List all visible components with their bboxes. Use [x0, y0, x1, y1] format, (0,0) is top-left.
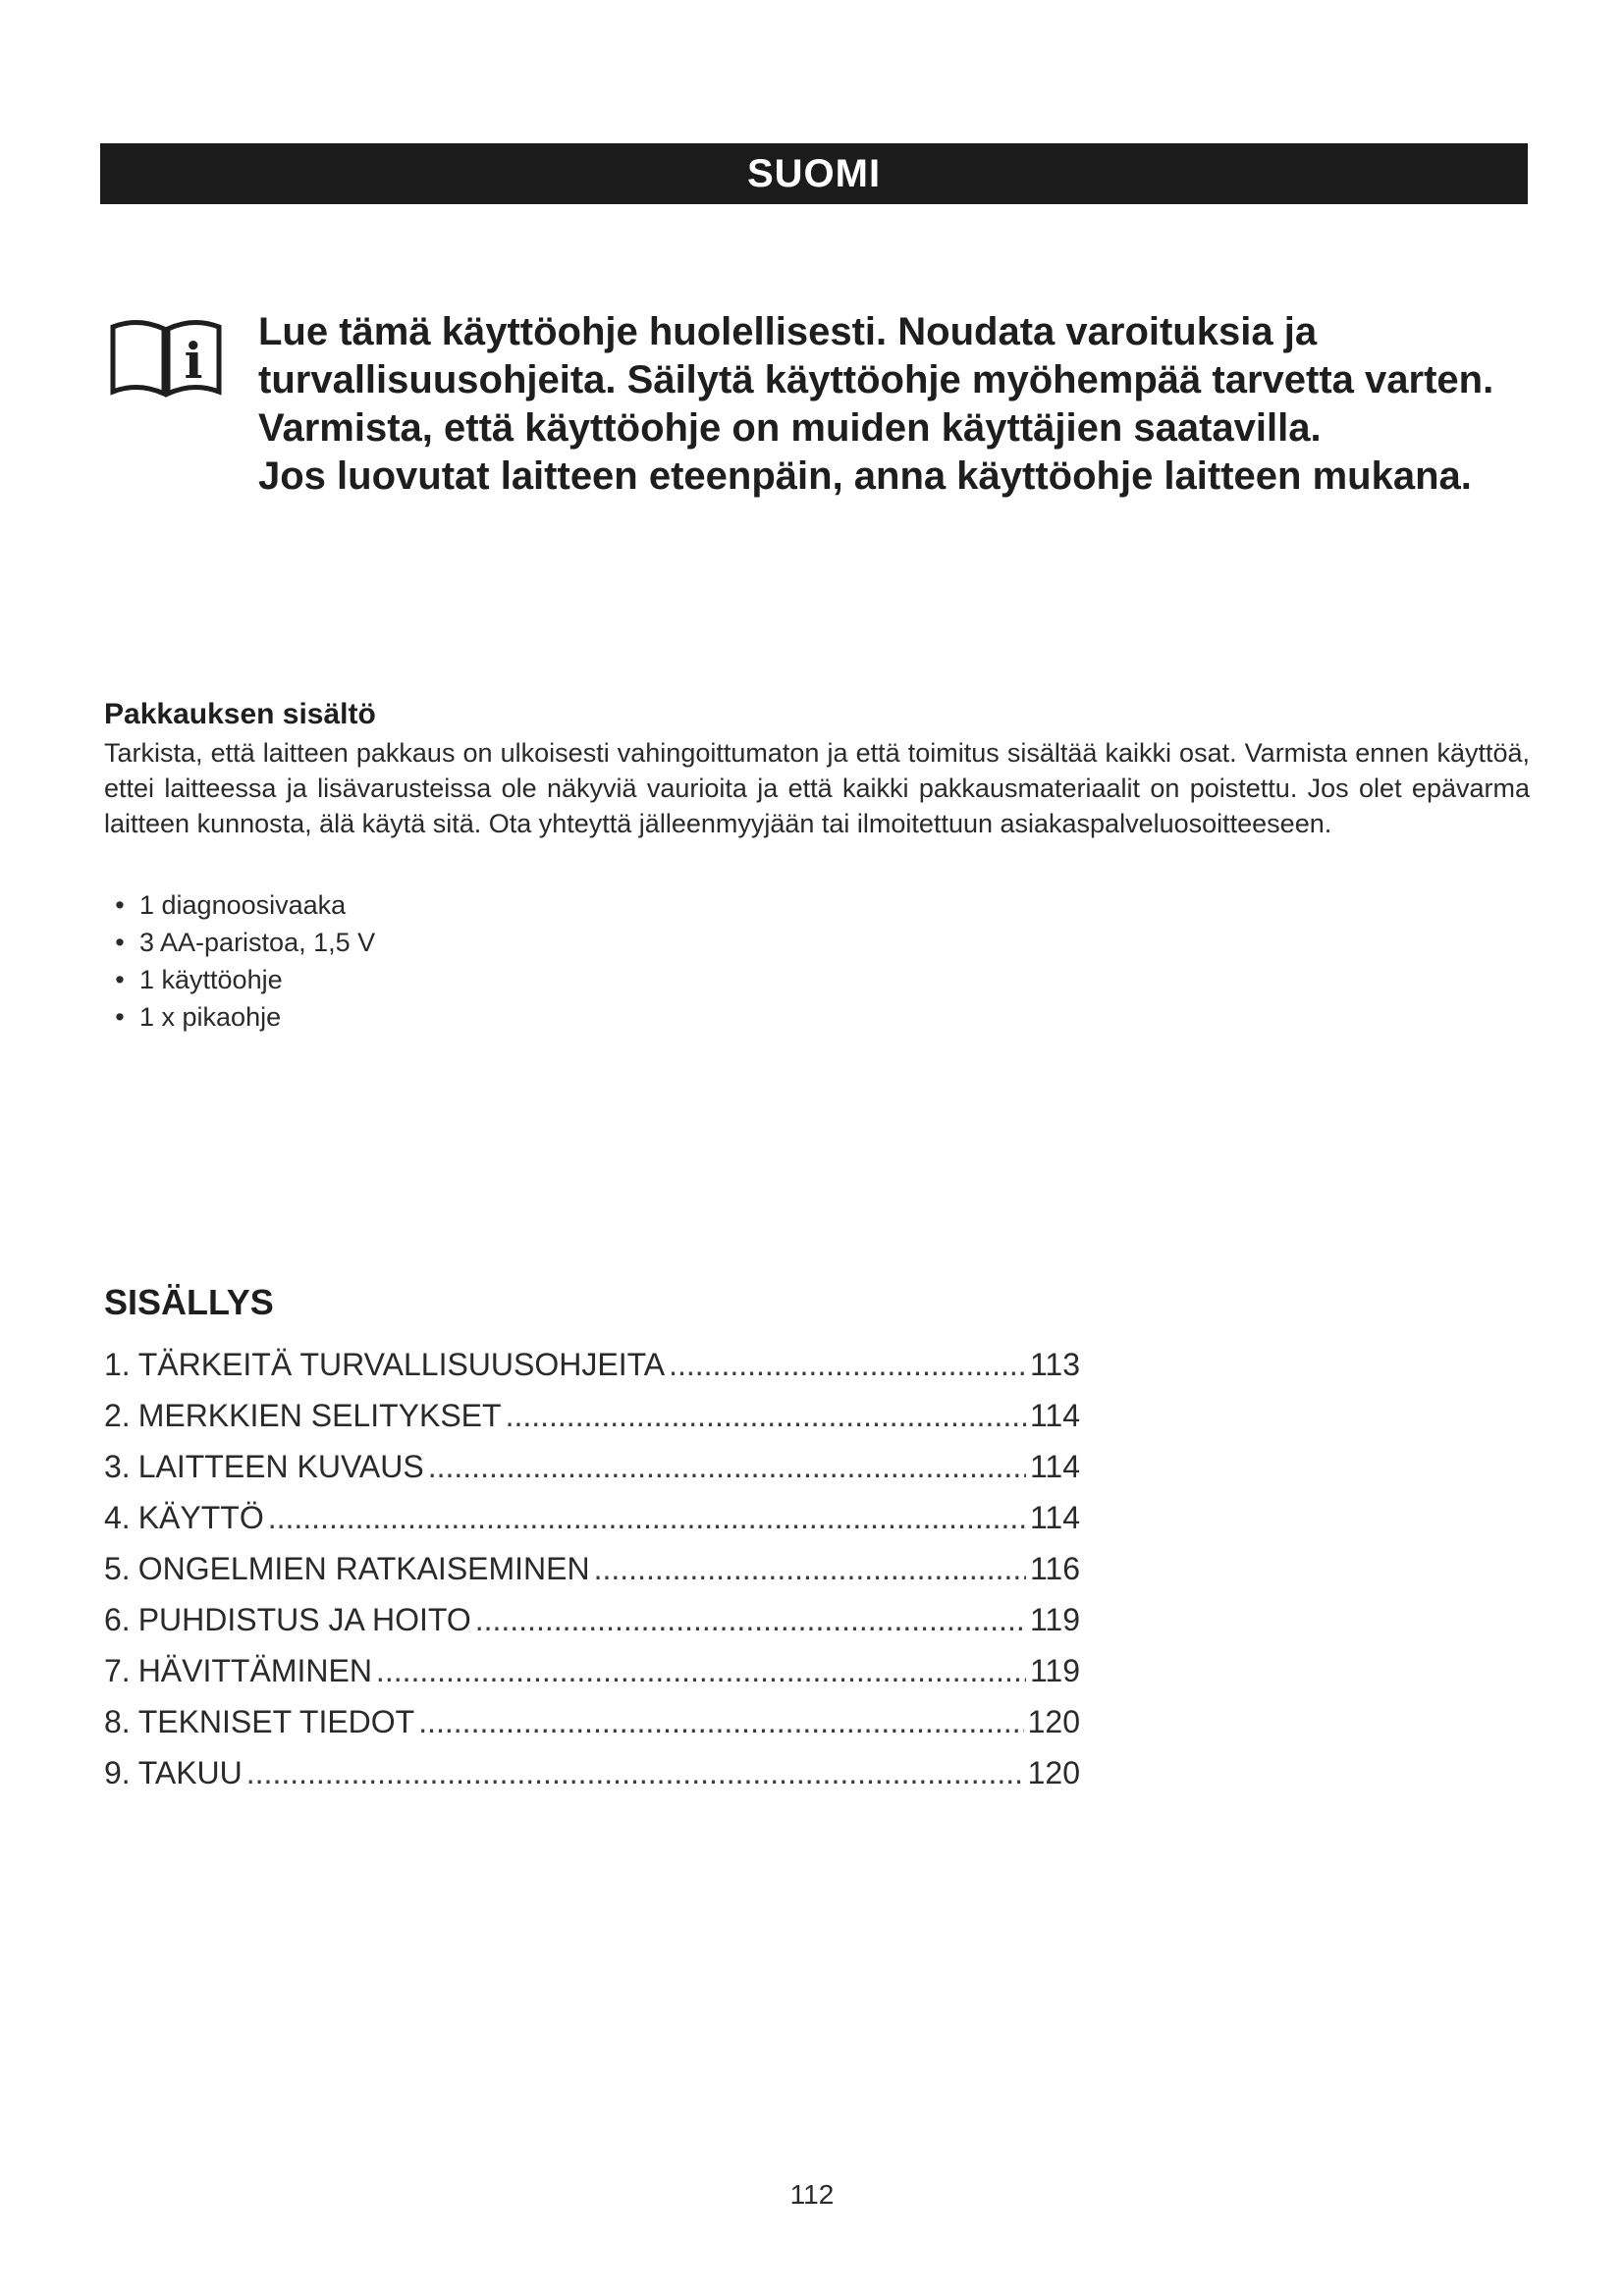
toc-label: ONGELMIEN RATKAISEMINEN [137, 1551, 590, 1586]
toc-label: LAITTEEN KUVAUS [137, 1449, 424, 1484]
toc-leader [246, 1755, 1024, 1791]
list-item [104, 998, 375, 1036]
toc-title: SISÄLLYS [104, 1282, 274, 1322]
item-label: 3 AA-paristoa, 1,5 V [139, 928, 376, 957]
toc-number: 2. [104, 1398, 131, 1433]
toc-leader [475, 1602, 1026, 1638]
notice-line: Lue tämä käyttöohje huolellisesti. Noudata varoituksia ja [258, 310, 1318, 353]
toc-leader [669, 1347, 1026, 1383]
toc-label: HÄVITTÄMINEN [137, 1653, 372, 1688]
toc-entry[interactable] [104, 1398, 1080, 1449]
toc-number: 3. [104, 1449, 131, 1484]
toc-page: 113 [1029, 1347, 1080, 1382]
toc-entry[interactable] [104, 1347, 1080, 1398]
toc-page: 114 [1029, 1449, 1080, 1484]
item-label: 1 x pikaohje [139, 1002, 282, 1032]
toc-entry[interactable] [104, 1449, 1080, 1500]
toc-label: PUHDISTUS JA HOITO [137, 1602, 471, 1637]
toc-label: KÄYTTÖ [137, 1500, 264, 1535]
toc-leader [268, 1500, 1026, 1536]
safety-notice [258, 308, 1564, 501]
info-glyph: i [184, 332, 203, 390]
notice-line: Varmista, että käyttöohje on muiden käyttäjien saatavilla. [258, 406, 1322, 450]
toc-label: TAKUU [137, 1755, 243, 1790]
bullet-icon: • [115, 928, 125, 957]
toc-leader [376, 1653, 1026, 1689]
toc-leader [594, 1551, 1026, 1587]
toc-leader [418, 1704, 1023, 1740]
page-number: 112 [789, 2179, 835, 2210]
toc-entry[interactable] [104, 1653, 1080, 1704]
toc-number: 5. [104, 1551, 131, 1586]
toc-label: TÄRKEITÄ TURVALLISUUSOHJEITA [137, 1347, 666, 1382]
toc-page: 120 [1027, 1755, 1080, 1790]
toc-number: 8. [104, 1704, 131, 1739]
toc-number: 1. [104, 1347, 131, 1382]
bullet-icon: • [115, 965, 125, 994]
item-label: 1 käyttöohje [139, 965, 283, 994]
package-items-list [104, 886, 375, 1036]
toc-entry[interactable] [104, 1551, 1080, 1602]
list-item [104, 924, 375, 961]
toc-page: 120 [1027, 1704, 1080, 1739]
toc-number: 4. [104, 1500, 131, 1535]
list-item [104, 961, 375, 998]
toc-page: 114 [1029, 1500, 1080, 1535]
info-book-icon [109, 317, 223, 400]
toc-leader [428, 1449, 1026, 1485]
toc-label: TEKNISET TIEDOT [137, 1704, 415, 1739]
language-header: SUOMI [100, 143, 1528, 204]
toc-number: 6. [104, 1602, 131, 1637]
bullet-icon: • [115, 890, 125, 920]
table-of-contents [104, 1347, 1080, 1806]
toc-page: 119 [1029, 1653, 1080, 1688]
toc-number: 7. [104, 1653, 131, 1688]
item-label: 1 diagnoosivaaka [139, 890, 347, 920]
list-item [104, 886, 375, 924]
bullet-icon: • [115, 1002, 125, 1032]
toc-page: 114 [1029, 1398, 1080, 1433]
toc-label: MERKKIEN SELITYKSET [137, 1398, 502, 1433]
toc-entry[interactable] [104, 1602, 1080, 1653]
toc-entry[interactable] [104, 1500, 1080, 1551]
toc-entry[interactable] [104, 1704, 1080, 1755]
package-contents-text: Tarkista, että laitteen pakkaus on ulkoisesti vahingoittumaton ja että toimitus sisältää kaikki osat. Varmista ennen käyttöä, ettei laitteessa ja lisävarusteissa ole näkyviä vaurioita ja että kaikki pakkausmateriaalit on poistettu. Jos olet epävarma laitteen kunnosta, älä käytä sitä. Ota yhteyttä jälleenmyyjään tai ilmoitettuun asiakaspalveluosoitteeseen. [104, 738, 1530, 838]
package-contents-title: Pakkauksen sisältö [104, 698, 376, 730]
toc-entry[interactable] [104, 1755, 1080, 1806]
toc-number: 9. [104, 1755, 131, 1790]
toc-page: 116 [1029, 1551, 1080, 1586]
notice-line: turvallisuusohjeita. Säilytä käyttöohje myöhempää tarvetta varten. [258, 358, 1494, 401]
toc-page: 119 [1029, 1602, 1080, 1637]
notice-line: Jos luovutat laitteen eteenpäin, anna käyttöohje laitteen mukana. [258, 454, 1472, 498]
toc-leader [506, 1398, 1026, 1434]
